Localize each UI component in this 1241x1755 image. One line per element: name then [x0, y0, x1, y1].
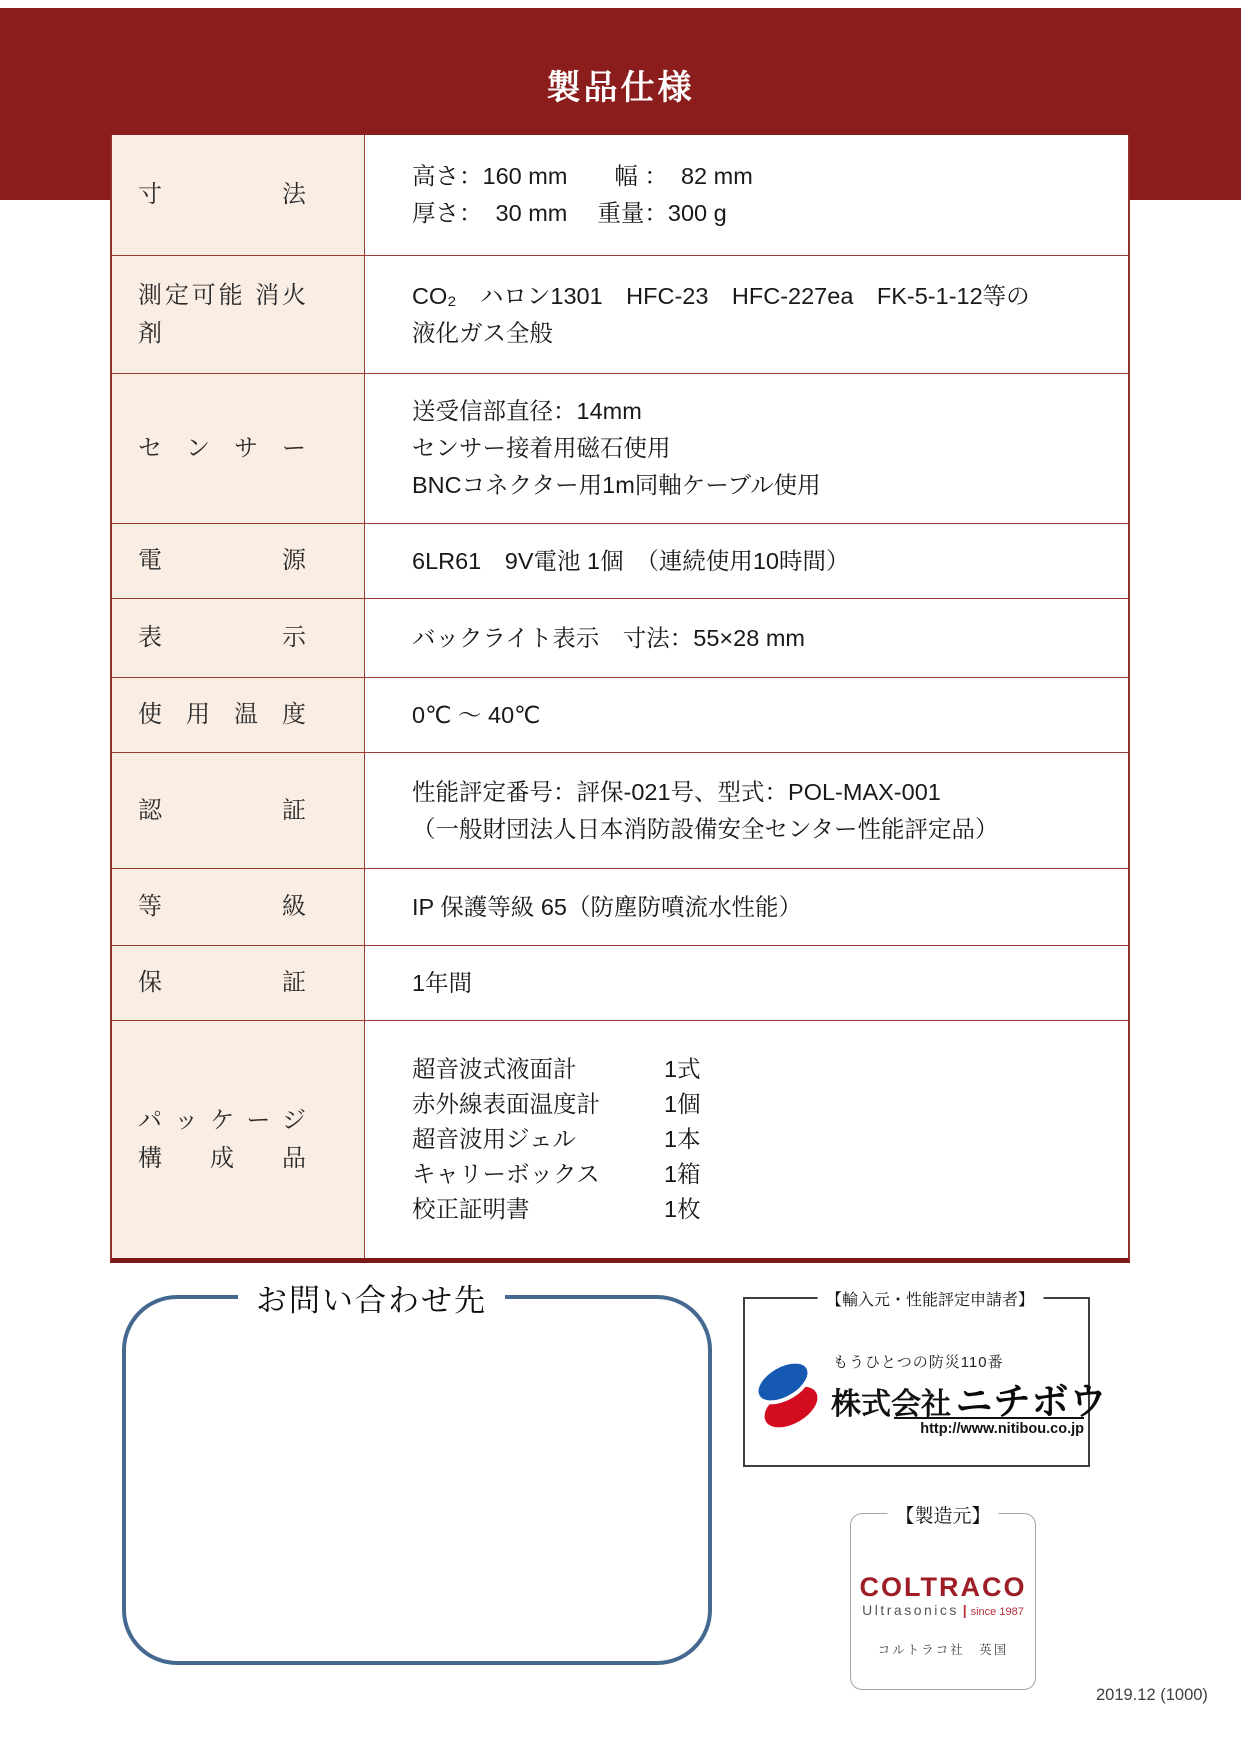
package-item-name: 超音波式液面計 [412, 1056, 577, 1082]
package-item-qty: 1本 [664, 1126, 701, 1152]
importer-box-label: 【輸入元・性能評定申請者】 [817, 1287, 1043, 1310]
row-value-cell [365, 256, 1128, 373]
row-label-cell [112, 599, 365, 677]
coltraco-caption: コルトラコ社 英国 [877, 1643, 1009, 1657]
table-row-sensor [112, 373, 1128, 523]
row-value-line: 1年間 [412, 969, 473, 996]
nichibou-logo-icon [751, 1355, 823, 1433]
package-item-name: 赤外線表面温度計 [412, 1091, 600, 1117]
coltraco-ultrasonics: Ultrasonics [862, 1602, 959, 1618]
page-title: 製品仕様 [546, 69, 695, 107]
row-value-line: 性能評定番号：評保-021号、型式：POL-MAX-001 [412, 778, 941, 805]
row-value-cell [365, 678, 1128, 752]
table-row-rating [112, 868, 1128, 945]
row-value-line: 厚さ： 30 mm 重量：300 g [412, 200, 727, 226]
row-label-cell [112, 374, 365, 523]
row-value-cell [365, 869, 1128, 945]
row-value-line: 高さ：160 mm 幅 ： 82 mm [412, 163, 753, 189]
row-label: 電源 [138, 547, 306, 574]
row-label-cell [112, 678, 365, 752]
manufacturer-box-label: 【製造元】 [887, 1501, 998, 1528]
row-value-line: CO₂ ハロン1301 HFC-23 HFC-227ea FK-5-1-12等の [412, 282, 1030, 309]
row-label: パッケージ [138, 1106, 306, 1134]
row-label: 構成品 [138, 1144, 306, 1172]
package-item-name: 超音波用ジェル [412, 1126, 577, 1152]
manufacturer-box [850, 1506, 1036, 1690]
coltraco-subline [851, 1602, 1035, 1618]
nichibou-logo [749, 1349, 1108, 1459]
row-label-cell [112, 1021, 365, 1258]
contact-box-title: お問い合わせ先 [238, 1275, 505, 1320]
row-value-line: 0℃ ～ 40℃ [412, 701, 541, 728]
print-date-note: 2019.12 (1000) [1096, 1686, 1208, 1704]
package-item-qty: 1箱 [664, 1161, 701, 1187]
row-value-cell [365, 1021, 1128, 1258]
package-item-name: キャリーボックス [412, 1161, 600, 1187]
importer-box [743, 1292, 1108, 1467]
row-value-line: 6LR61 9V電池 1個 （連続使用10時間） [412, 547, 850, 574]
package-item-qty: 1式 [664, 1056, 701, 1082]
row-label: 表示 [138, 624, 306, 651]
row-value-cell [365, 374, 1128, 523]
package-item-name: 校正証明書 [412, 1196, 530, 1222]
row-label-cell [112, 753, 365, 868]
row-value-cell [365, 524, 1128, 598]
coltraco-divider: | [962, 1602, 967, 1618]
package-item [412, 1122, 1128, 1157]
package-item [412, 1192, 1128, 1227]
row-label: 保証 [138, 969, 306, 996]
package-item-qty: 1個 [664, 1091, 701, 1117]
row-value-line: （一般財団法人日本消防設備安全センター性能評定品） [412, 815, 999, 842]
table-row-display [112, 598, 1128, 677]
row-label: センサー [138, 434, 306, 462]
row-value-cell [365, 946, 1128, 1020]
table-row-dimensions [112, 135, 1128, 255]
row-value-line: IP 保護等級 65（防塵防噴流水性能） [412, 893, 802, 920]
contact-box [122, 1283, 712, 1665]
row-value-line: センサー接着用磁石使用 [412, 435, 671, 461]
row-value-cell [365, 753, 1128, 868]
spec-table [110, 135, 1130, 1263]
package-item [412, 1157, 1128, 1192]
package-item-qty: 1枚 [664, 1196, 701, 1222]
row-value-line: 送受信部直径：14mm [412, 398, 642, 424]
table-row-measurable-agents [112, 255, 1128, 373]
nichibou-tagline: もうひとつの防災110番 [833, 1354, 1004, 1371]
company-name: ニチボウ [955, 1381, 1108, 1422]
row-label-cell [112, 135, 365, 255]
company-prefix: 株式会社 [831, 1388, 951, 1421]
row-value-line: BNCコネクター用1m同軸ケーブル使用 [412, 472, 821, 498]
row-value-line: 液化ガス全般 [412, 319, 553, 346]
row-label-cell [112, 869, 365, 945]
row-value-cell [365, 135, 1128, 255]
nichibou-url: http://www.nitibou.co.jp [894, 1417, 1084, 1437]
table-row-certification [112, 752, 1128, 868]
row-value-line: バックライト表示 寸法：55×28 mm [412, 624, 805, 651]
table-row-operating-temp [112, 677, 1128, 752]
row-label: 測定可能 消火剤 [138, 281, 306, 347]
row-value-cell [365, 599, 1128, 677]
table-row-power [112, 523, 1128, 598]
coltraco-brand: COLTRACO [859, 1572, 1027, 1602]
row-label-cell [112, 524, 365, 598]
package-item [412, 1052, 1128, 1087]
row-label: 寸法 [138, 181, 306, 208]
table-row-warranty [112, 945, 1128, 1020]
row-label-cell [112, 946, 365, 1020]
row-label-cell [112, 256, 365, 373]
package-item [412, 1087, 1128, 1122]
coltraco-logo [851, 1574, 1035, 1658]
coltraco-since: since 1987 [970, 1606, 1024, 1618]
row-label: 等級 [138, 893, 306, 920]
table-row-package-contents [112, 1020, 1128, 1258]
row-label: 使用温度 [138, 701, 306, 728]
row-label: 認証 [138, 796, 306, 824]
